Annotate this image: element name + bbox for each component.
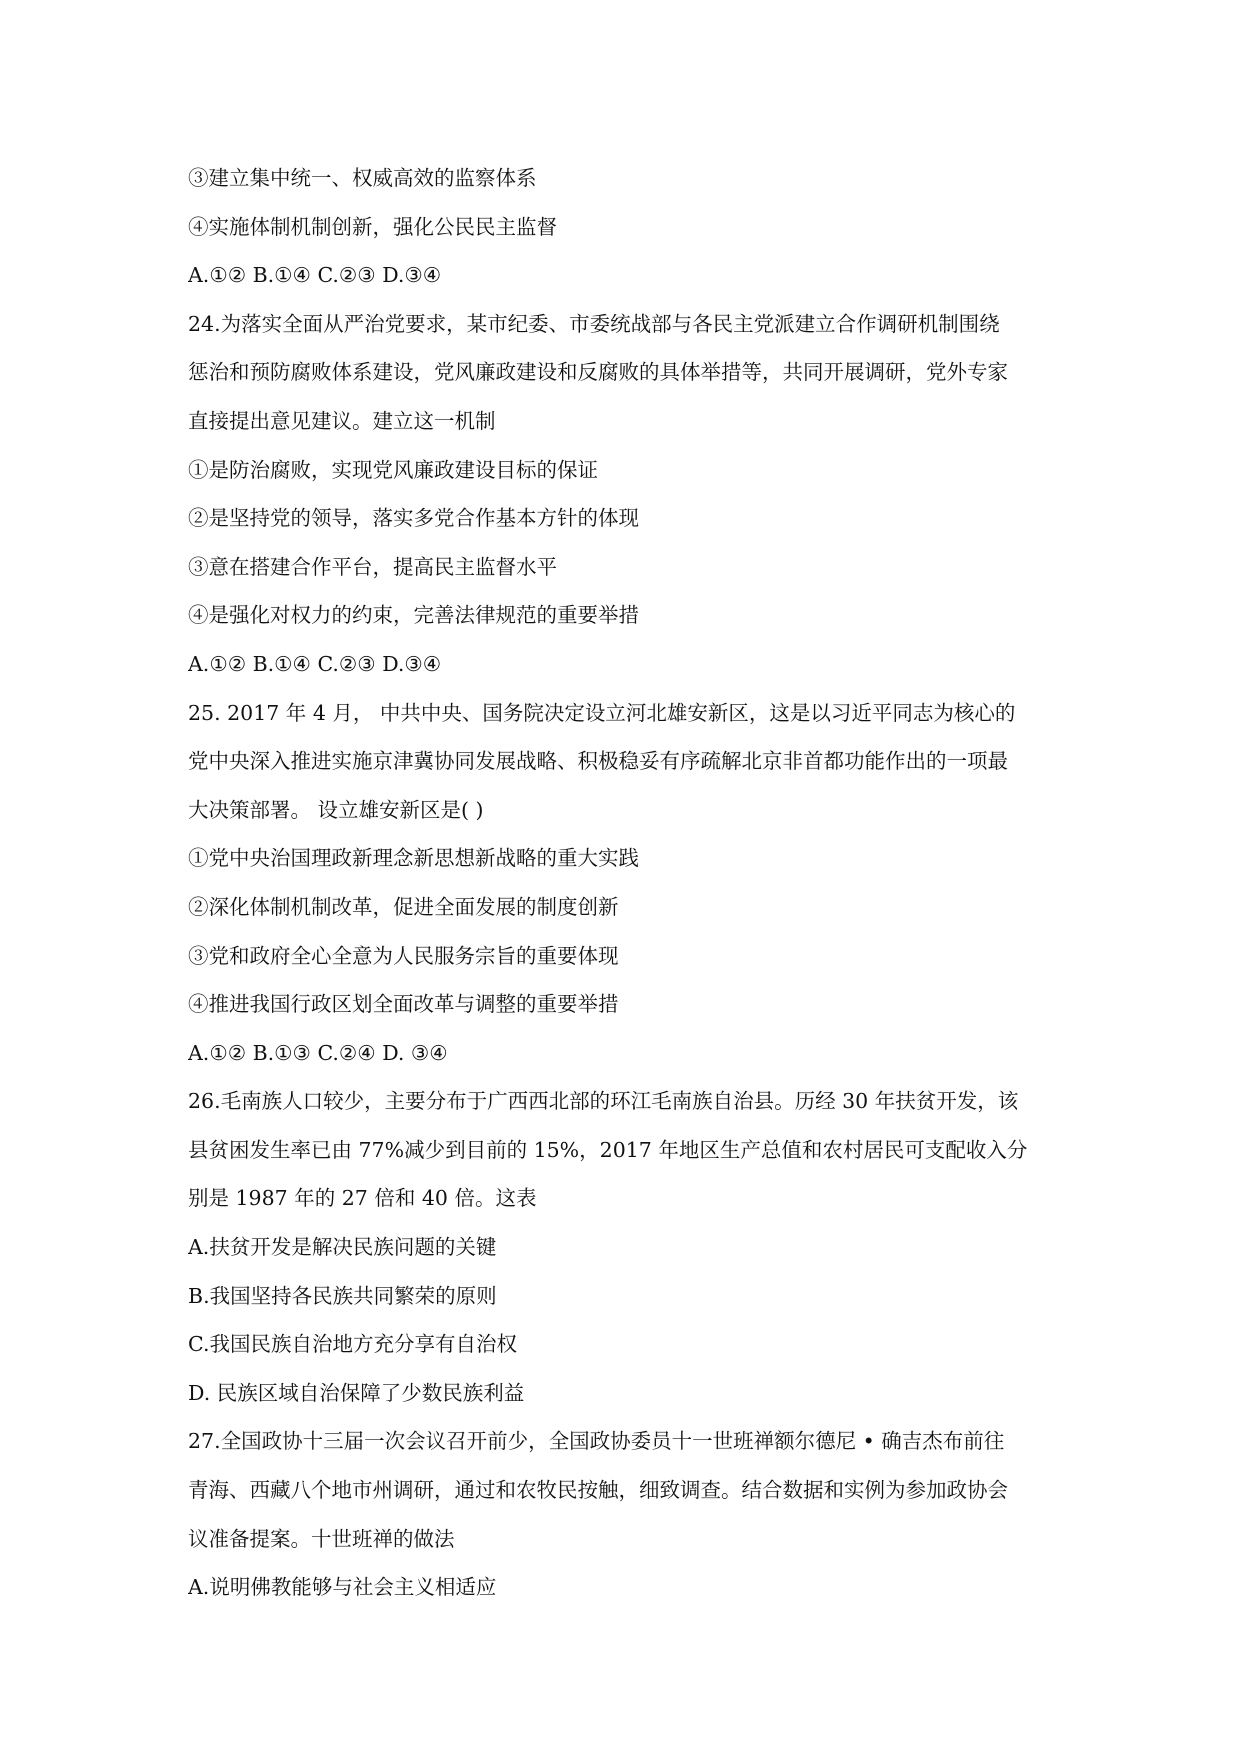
question-24-stem: 直接提出意见建议。建立这一机制 bbox=[188, 408, 496, 433]
question-24-stem: 惩治和预防腐败体系建设，党风廉政建设和反腐败的具体举措等，共同开展调研，党外专家 bbox=[188, 360, 1008, 385]
question-25-stem: 党中央深入推进实施京津冀协同发展战略、积极稳妥有序疏解北京非首都功能作出的一项最 bbox=[188, 749, 1008, 774]
option-3: ③建立集中统一、权威高效的监察体系 bbox=[188, 166, 537, 190]
answer-choices: A.①② B.①④ C.②③ D.③④ bbox=[188, 263, 442, 288]
question-26-stem: 别是 1987 年的 27 倍和 40 倍。这表 bbox=[188, 1186, 537, 1211]
question-27-stem: 27.全国政协十三届一次会议召开前少，全国政协委员十一世班禅额尔德尼 • 确吉杰布前往 bbox=[188, 1429, 1005, 1454]
choice-d: D. 民族区域自治保障了少数民族利益 bbox=[188, 1380, 525, 1405]
question-25-stem: 25. 2017 年 4 月， 中共中央、国务院决定设立河北雄安新区，这是以习近平同志为核心的 bbox=[188, 700, 1016, 725]
option-1: ①是防治腐败，实现党风廉政建设目标的保证 bbox=[188, 457, 598, 482]
option-2: ②是坚持党的领导，落实多党合作基本方针的体现 bbox=[188, 506, 639, 531]
option-4: ④推进我国行政区划全面改革与调整的重要举措 bbox=[188, 992, 619, 1017]
answer-choices: A.①② B.①③ C.②④ D. ③④ bbox=[188, 1040, 448, 1065]
option-3: ③党和政府全心全意为人民服务宗旨的重要体现 bbox=[188, 943, 619, 968]
option-2: ②深化体制机制改革，促进全面发展的制度创新 bbox=[188, 894, 619, 919]
question-27-stem: 议准备提案。十世班禅的做法 bbox=[188, 1526, 455, 1551]
choice-a: A.说明佛教能够与社会主义相适应 bbox=[188, 1575, 497, 1600]
choice-a: A.扶贫开发是解决民族问题的关键 bbox=[188, 1235, 497, 1260]
question-26-stem: 26.毛南族人口较少，主要分布于广西西北部的环江毛南族自治县。历经 30 年扶贫开发，该 bbox=[188, 1089, 1019, 1114]
question-27-stem: 青海、西藏八个地市州调研，通过和农牧民按触，细致调查。结合数据和实例为参加政协会 bbox=[188, 1478, 1008, 1503]
option-1: ①党中央治国理政新理念新思想新战略的重大实践 bbox=[188, 846, 639, 871]
option-4: ④是强化对权力的约束，完善法律规范的重要举措 bbox=[188, 603, 639, 628]
answer-choices: A.①② B.①④ C.②③ D.③④ bbox=[188, 651, 442, 676]
question-24-stem: 24.为落实全面从严治党要求，某市纪委、市委统战部与各民主党派建立合作调研机制围绕 bbox=[188, 311, 1000, 336]
question-25-stem: 大决策部署。 设立雄安新区是( ) bbox=[188, 797, 484, 822]
choice-c: C.我国民族自治地方充分享有自治权 bbox=[188, 1332, 517, 1357]
option-3: ③意在搭建合作平台，提高民主监督水平 bbox=[188, 554, 557, 579]
option-4: ④实施体制机制创新，强化公民民主监督 bbox=[188, 214, 557, 239]
choice-b: B.我国坚持各民族共同繁荣的原则 bbox=[188, 1283, 497, 1308]
question-26-stem: 县贫困发生率已由 77%减少到目前的 15%，2017 年地区生产总值和农村居民可支配收入分 bbox=[188, 1137, 1028, 1162]
document-body bbox=[188, 154, 1058, 1612]
